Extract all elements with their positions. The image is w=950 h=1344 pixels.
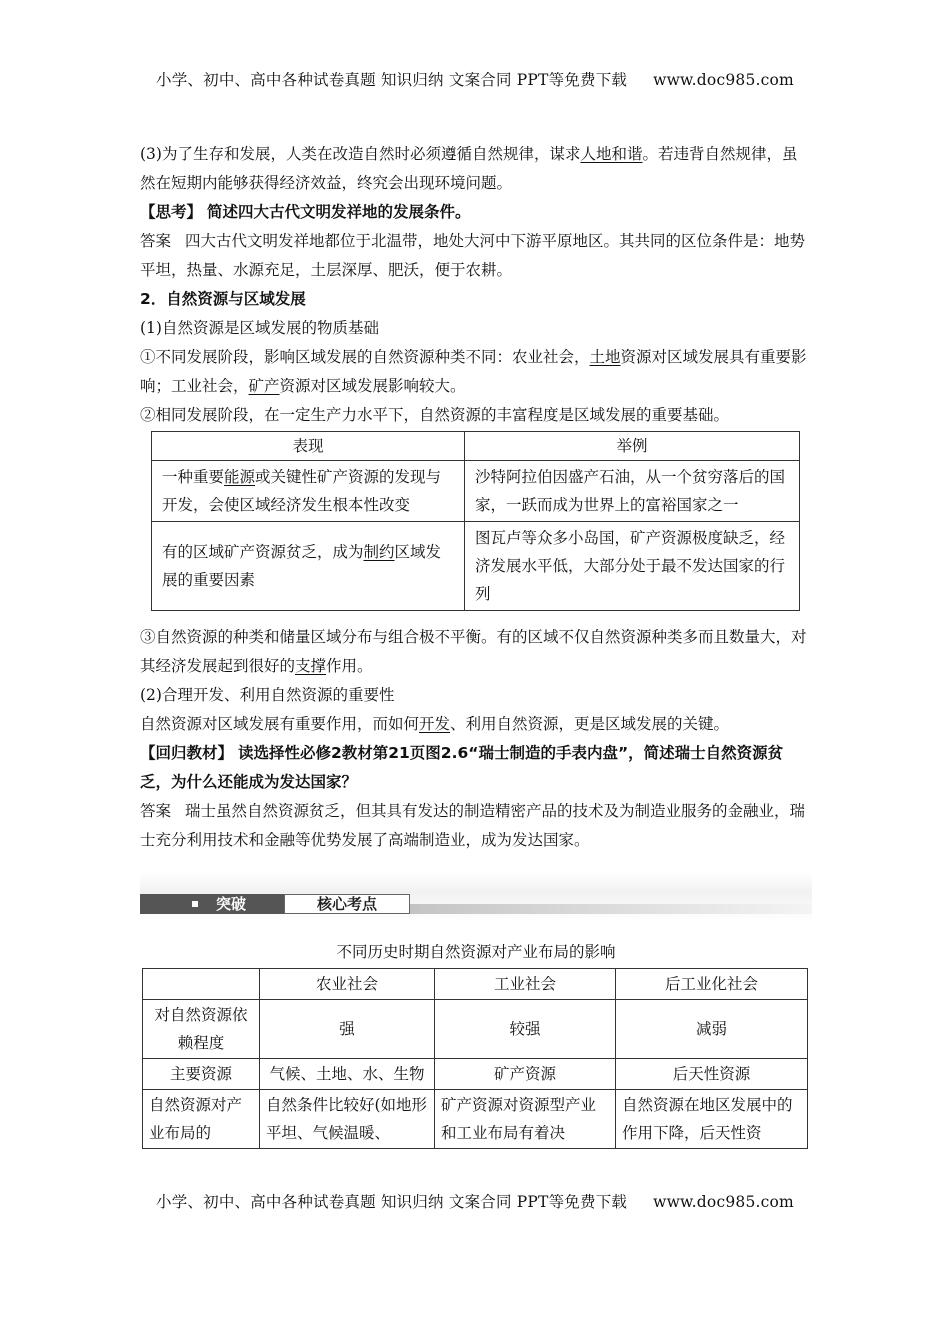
section-para-2: (2)合理开发、利用自然资源的重要性: [140, 686, 395, 704]
point-1: ①不同发展阶段，影响区域发展的自然资源种类不同：农业社会，土地资源对区域发展具有重要影响；工业社会，矿产资源对区域发展影响较大。: [140, 348, 807, 395]
table-row: [152, 461, 800, 522]
answer-label: 答案: [140, 802, 172, 820]
underlined-term: 人地和谐: [580, 145, 643, 163]
answer-label: 答案: [140, 232, 172, 250]
page-header: [0, 68, 950, 90]
table-cell: 主要资源: [143, 1059, 260, 1090]
point-3: ③自然资源的种类和储量区域分布与组合极不平衡。有的区域不仅自然资源种类多而且数量大，对其经济发展起到很好的支撑作用。: [140, 628, 807, 675]
table-row: [152, 522, 800, 611]
main-content: [140, 140, 812, 855]
table-cell: 后天性资源: [616, 1059, 808, 1090]
footer-text: 小学、初中、高中各种试卷真题 知识归纳 文案合同 PPT等免费下载: [156, 1193, 628, 1211]
page-footer: [0, 1190, 950, 1212]
review-answer: 答案 瑞士虽然自然资源贫乏，但其具有发达的制造精密产品的技术及为制造业服务的金融业，瑞士充分利用技术和金融等优势发展了高端制造业，成为发达国家。: [140, 802, 806, 849]
table-cell: 较强: [435, 1000, 616, 1059]
table-row: [143, 1059, 808, 1090]
table-header-cell: 工业社会: [435, 969, 616, 1000]
table-cell: 有的区域矿产资源贫乏，成为制约区域发展的重要因素: [152, 522, 465, 611]
table-row: [143, 1090, 808, 1149]
banner-tab-core: 核心考点: [284, 894, 410, 914]
table-cell: 自然资源对产业布局的: [143, 1090, 260, 1149]
table-header-cell: 农业社会: [260, 969, 435, 1000]
header-site: www.doc985.com: [653, 71, 794, 89]
table-cell: 矿产资源: [435, 1059, 616, 1090]
section-banner: [140, 872, 812, 922]
table-cell: 自然资源在地区发展中的作用下降，后天性资: [616, 1090, 808, 1149]
think-answer: 答案 四大古代文明发祥地都位于北温带，地处大河中下游平原地区。其共同的区位条件是：地势平坦，热量、水源充足，土层深厚、肥沃，便于农耕。: [140, 232, 806, 279]
table-header-cell: 表现: [152, 432, 465, 461]
header-text: 小学、初中、高中各种试卷真题 知识归纳 文案合同 PPT等免费下载: [156, 71, 628, 89]
resource-table: [151, 431, 800, 611]
section-para-2-body: 自然资源对区域发展有重要作用，而如何开发、利用自然资源，更是区域发展的关键。: [140, 715, 730, 733]
table-clip: [142, 968, 810, 1168]
table-cell: 强: [260, 1000, 435, 1059]
table-row: [143, 1000, 808, 1059]
table-header-cell: 举例: [465, 432, 800, 461]
table-header-cell: 后工业化社会: [616, 969, 808, 1000]
table-cell: 沙特阿拉伯因盛产石油，从一个贫穷落后的国家，一跃而成为世界上的富裕国家之一: [465, 461, 800, 522]
square-icon: [192, 901, 198, 907]
table-cell: 一种重要能源或关键性矿产资源的发现与开发，会使区域经济发生根本性改变: [152, 461, 465, 522]
section-para-1: (1)自然资源是区域发展的物质基础: [140, 319, 379, 337]
table-header-row: [152, 432, 800, 461]
paragraph-3: (3)为了生存和发展，人类在改造自然时必须遵循自然规律，谋求人地和谐。若违背自然规律，虽然在短期内能够获得经济效益，终究会出现环境问题。: [140, 145, 798, 192]
table-cell: 气候、土地、水、生物: [260, 1059, 435, 1090]
table-cell: 对自然资源依赖程度: [143, 1000, 260, 1059]
point-2: ②相同发展阶段，在一定生产力水平下，自然资源的丰富程度是区域发展的重要基础。: [140, 406, 730, 424]
table-title: 不同历史时期自然资源对产业布局的影响: [336, 943, 616, 961]
review-tag: 【回归教材】: [140, 744, 234, 762]
table-header-row: [143, 969, 808, 1000]
banner-tab-breakthrough: 突破: [140, 894, 284, 914]
table-header-cell: [143, 969, 260, 1000]
table-cell: 自然条件比较好(如地形平坦、气候温暖、: [260, 1090, 435, 1149]
table-cell: 图瓦卢等众多小岛国，矿产资源极度缺乏，经济发展水平低，大部分处于最不发达国家的行列: [465, 522, 800, 611]
review-question: 【回归教材】 读选择性必修2教材第21页图2.6“瑞士制造的手表内盘”，简述瑞士自然资源贫乏，为什么还能成为发达国家？: [140, 744, 784, 791]
table-cell: 减弱: [616, 1000, 808, 1059]
table-cell: 矿产资源对资源型产业和工业布局有着决: [435, 1090, 616, 1149]
footer-site: www.doc985.com: [653, 1193, 794, 1211]
think-tag: 【思考】: [140, 203, 203, 221]
industry-table: [142, 968, 808, 1149]
think-question: 【思考】 简述四大古代文明发祥地的发展条件。: [140, 203, 471, 221]
section-title: 2．自然资源与区域发展: [140, 290, 306, 308]
